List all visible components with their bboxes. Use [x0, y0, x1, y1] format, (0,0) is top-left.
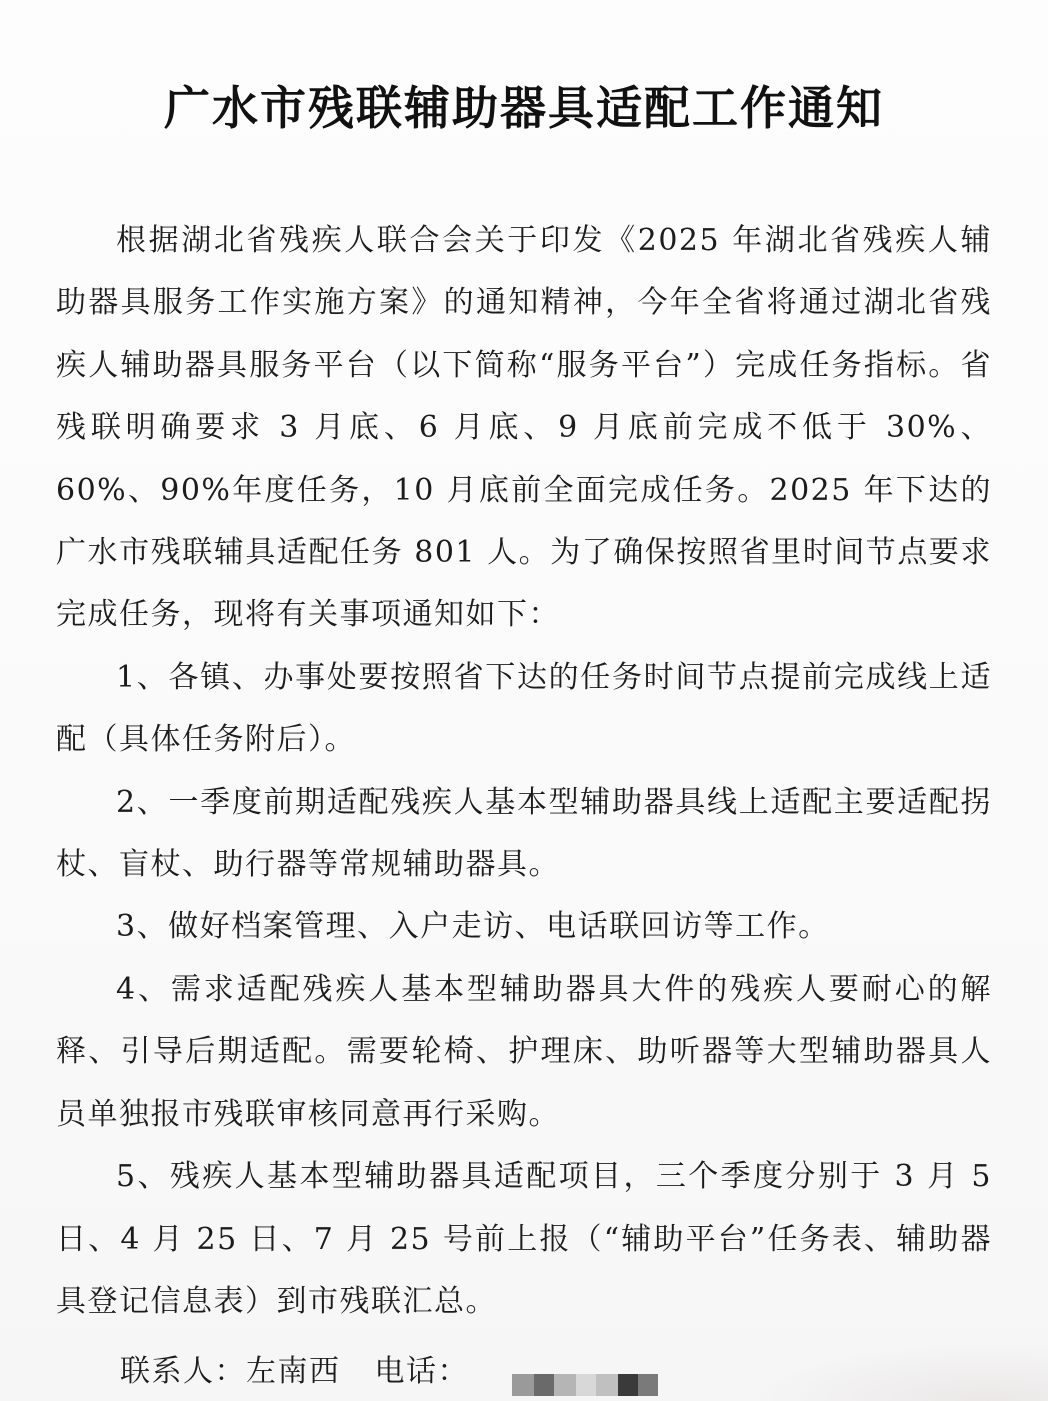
contact-person-label: 联系人： [120, 1354, 246, 1389]
item-5-paragraph: 5、残疾人基本型辅助器具适配项目，三个季度分别于 3 月 5 日、4 月 25 日、7 月 25 号前上报（“辅助平台”任务表、辅助器具登记信息表）到市残联汇总。 [56, 1159, 992, 1319]
item-4-paragraph: 4、需求适配残疾人基本型辅助器具大件的残疾人要耐心的解释、引导后期适配。需要轮椅、护理床、助听器等大型辅助器具人员单独报市残联审核同意再行采购。 [56, 971, 992, 1132]
contact-person-name: 左南西 [246, 1354, 341, 1389]
page-shadow [748, 1341, 1048, 1401]
contact-phone-label: 电话： [374, 1354, 469, 1389]
intro-paragraph: 根据湖北省残疾人联合会关于印发《2025 年湖北省残疾人辅助器具服务工作实施方案》的通知精神，今年全省将通过湖北省残疾人辅助器具服务平台（以下简称“服务平台”）完成任务指标。省残联明确要求 3 月底、6 月底、9 月底前完成不低于 30%、60%、90%年度任务，10 月底前全面完成任务。2025 年下达的广水市残联辅具适配任务 801 人。为了确保按照省里时间节点要求完成任务，现将有关事项通知如下： [56, 223, 992, 633]
redacted-phone-number [512, 1374, 658, 1396]
item-3-paragraph: 3、做好档案管理、入户走访、电话联回访等工作。 [116, 909, 830, 945]
contact-line [120, 1350, 469, 1394]
item-1-paragraph: 1、各镇、办事处要按照省下达的任务时间节点提前完成线上适配（具体任务附后）。 [56, 659, 992, 758]
document-body [56, 210, 992, 1333]
document-title: 广水市残联辅助器具适配工作通知 [164, 81, 884, 135]
item-2-paragraph: 2、一季度前期适配残疾人基本型辅助器具线上适配主要适配拐杖、盲杖、助行器等常规辅助器具。 [56, 784, 992, 883]
